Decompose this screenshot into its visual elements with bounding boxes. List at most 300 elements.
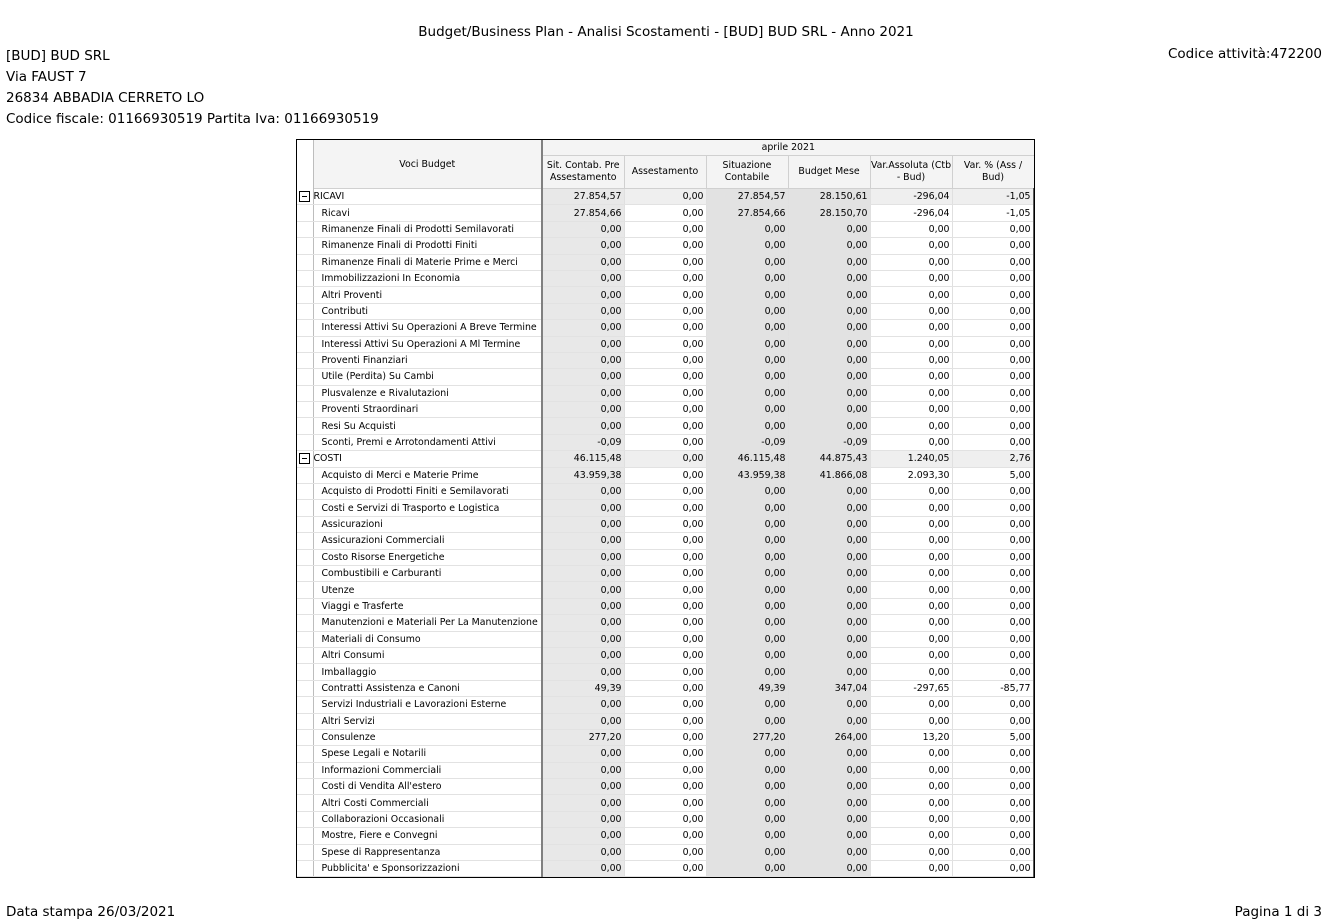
value-cell[interactable]: 0,00 [706,779,788,795]
value-cell[interactable]: 0,00 [706,795,788,811]
value-cell[interactable]: 0,00 [952,516,1034,532]
value-cell[interactable]: 0,00 [952,352,1034,368]
column-header-var-percent[interactable]: Var. % (Ass / Bud) [952,156,1034,189]
value-cell[interactable]: 0,00 [706,713,788,729]
value-cell[interactable]: 0,00 [788,697,870,713]
value-cell[interactable]: 0,00 [952,533,1034,549]
table-row[interactable] [297,664,1034,680]
value-cell[interactable]: 0,00 [706,615,788,631]
value-cell[interactable]: 0,00 [542,369,624,385]
value-cell[interactable]: 0,00 [788,844,870,860]
value-cell[interactable]: 0,00 [624,762,706,778]
value-cell[interactable]: 0,00 [952,221,1034,237]
value-cell[interactable]: -296,04 [870,205,952,221]
value-cell[interactable]: 0,00 [788,762,870,778]
table-row[interactable] [297,762,1034,778]
value-cell[interactable]: 0,00 [706,598,788,614]
value-cell[interactable]: -0,09 [542,434,624,450]
value-cell[interactable]: 0,00 [624,516,706,532]
value-cell[interactable]: 0,00 [624,811,706,827]
value-cell[interactable]: 0,00 [870,549,952,565]
table-row[interactable] [297,484,1034,500]
value-cell[interactable]: 0,00 [952,549,1034,565]
value-cell[interactable]: 0,00 [542,336,624,352]
table-row[interactable] [297,500,1034,516]
value-cell[interactable]: 0,00 [870,861,952,877]
value-cell[interactable]: 0,00 [870,779,952,795]
value-cell[interactable]: 0,00 [870,270,952,286]
value-cell[interactable]: 0,00 [788,221,870,237]
table-row[interactable] [297,647,1034,663]
value-cell[interactable]: 0,00 [542,385,624,401]
value-cell[interactable]: 0,00 [952,615,1034,631]
value-cell[interactable]: 0,00 [788,385,870,401]
table-row[interactable] [297,779,1034,795]
value-cell[interactable]: 0,00 [706,664,788,680]
table-row[interactable] [297,615,1034,631]
value-cell[interactable]: 0,00 [870,844,952,860]
value-cell[interactable]: 0,00 [788,861,870,877]
value-cell[interactable]: 0,00 [542,565,624,581]
value-cell[interactable]: 0,00 [870,303,952,319]
value-cell[interactable]: 0,00 [624,844,706,860]
value-cell[interactable]: 0,00 [788,533,870,549]
value-cell[interactable]: 0,00 [706,418,788,434]
value-cell[interactable]: 0,00 [624,565,706,581]
table-row[interactable] [297,565,1034,581]
value-cell[interactable]: 0,00 [788,418,870,434]
table-row[interactable] [297,844,1034,860]
value-cell[interactable]: 0,00 [542,500,624,516]
value-cell[interactable]: 0,00 [706,533,788,549]
value-cell[interactable]: 0,00 [624,779,706,795]
value-cell[interactable]: 0,00 [542,779,624,795]
value-cell[interactable]: 0,00 [624,549,706,565]
value-cell[interactable]: 0,00 [952,631,1034,647]
value-cell[interactable]: 46.115,48 [542,451,624,467]
collapse-toggle-icon[interactable] [299,191,310,202]
table-row[interactable] [297,598,1034,614]
value-cell[interactable]: 0,00 [542,762,624,778]
value-cell[interactable]: 0,00 [788,746,870,762]
value-cell[interactable]: 0,00 [542,598,624,614]
value-cell[interactable]: 0,00 [542,631,624,647]
value-cell[interactable]: 0,00 [952,369,1034,385]
value-cell[interactable]: 0,00 [706,303,788,319]
value-cell[interactable]: 0,00 [542,402,624,418]
value-cell[interactable]: 0,00 [624,352,706,368]
value-cell[interactable]: 0,00 [542,811,624,827]
value-cell[interactable]: 0,00 [870,352,952,368]
value-cell[interactable]: 0,00 [952,484,1034,500]
value-cell[interactable]: 0,00 [542,746,624,762]
group-row[interactable] [297,189,1034,205]
value-cell[interactable]: 0,00 [624,631,706,647]
value-cell[interactable]: 46.115,48 [706,451,788,467]
value-cell[interactable]: 0,00 [706,762,788,778]
value-cell[interactable]: 0,00 [870,385,952,401]
value-cell[interactable]: 0,00 [706,336,788,352]
value-cell[interactable]: 0,00 [706,565,788,581]
value-cell[interactable]: 0,00 [788,615,870,631]
value-cell[interactable]: 0,00 [706,811,788,827]
value-cell[interactable]: 0,00 [788,352,870,368]
value-cell[interactable]: 0,00 [706,270,788,286]
value-cell[interactable]: 5,00 [952,729,1034,745]
table-row[interactable] [297,369,1034,385]
value-cell[interactable]: 0,00 [870,336,952,352]
value-cell[interactable]: 0,00 [624,729,706,745]
value-cell[interactable]: 0,00 [870,516,952,532]
column-header-situazione-contabile[interactable]: Situazione Contabile [706,156,788,189]
value-cell[interactable]: 277,20 [542,729,624,745]
value-cell[interactable]: 0,00 [952,779,1034,795]
value-cell[interactable]: 0,00 [788,516,870,532]
value-cell[interactable]: 0,00 [870,287,952,303]
value-cell[interactable]: 0,00 [870,598,952,614]
value-cell[interactable]: 0,00 [870,713,952,729]
value-cell[interactable]: 0,00 [788,582,870,598]
value-cell[interactable]: 0,00 [624,369,706,385]
value-cell[interactable]: 0,00 [542,270,624,286]
value-cell[interactable]: 0,00 [870,795,952,811]
table-row[interactable] [297,697,1034,713]
table-row[interactable] [297,795,1034,811]
value-cell[interactable]: 43.959,38 [542,467,624,483]
table-row[interactable] [297,320,1034,336]
value-cell[interactable]: -85,77 [952,680,1034,696]
value-cell[interactable]: 0,00 [870,697,952,713]
value-cell[interactable]: 0,00 [542,828,624,844]
value-cell[interactable]: 0,00 [624,320,706,336]
value-cell[interactable]: 0,00 [870,238,952,254]
value-cell[interactable]: 0,00 [952,565,1034,581]
value-cell[interactable]: 0,00 [952,647,1034,663]
value-cell[interactable]: 0,00 [870,811,952,827]
value-cell[interactable]: 0,00 [542,238,624,254]
value-cell[interactable]: 0,00 [870,828,952,844]
value-cell[interactable]: 0,00 [870,402,952,418]
value-cell[interactable]: 0,00 [870,615,952,631]
value-cell[interactable]: 0,00 [870,533,952,549]
value-cell[interactable]: 0,00 [870,369,952,385]
value-cell[interactable]: 0,00 [624,680,706,696]
value-cell[interactable]: 0,00 [624,238,706,254]
value-cell[interactable]: 0,00 [542,320,624,336]
table-row[interactable] [297,467,1034,483]
table-row[interactable] [297,352,1034,368]
value-cell[interactable]: 0,00 [624,270,706,286]
value-cell[interactable]: 0,00 [788,500,870,516]
value-cell[interactable]: 0,00 [542,221,624,237]
value-cell[interactable]: 0,00 [952,500,1034,516]
value-cell[interactable]: 0,00 [788,565,870,581]
value-cell[interactable]: 0,00 [624,336,706,352]
value-cell[interactable]: 28.150,70 [788,205,870,221]
column-header-var-assoluta[interactable]: Var.Assoluta (Ctb - Bud) [870,156,952,189]
value-cell[interactable]: 0,00 [624,287,706,303]
value-cell[interactable]: 1.240,05 [870,451,952,467]
value-cell[interactable]: 0,00 [624,598,706,614]
value-cell[interactable]: 0,00 [870,631,952,647]
value-cell[interactable]: 0,00 [542,254,624,270]
value-cell[interactable]: 0,00 [624,402,706,418]
value-cell[interactable]: 0,00 [706,385,788,401]
value-cell[interactable]: 5,00 [952,467,1034,483]
value-cell[interactable]: 0,00 [542,484,624,500]
value-cell[interactable]: 0,00 [788,484,870,500]
value-cell[interactable]: 0,00 [952,811,1034,827]
value-cell[interactable]: 0,00 [542,418,624,434]
value-cell[interactable]: 0,00 [706,549,788,565]
value-cell[interactable]: 0,00 [870,582,952,598]
value-cell[interactable]: 0,00 [952,418,1034,434]
value-cell[interactable]: 0,00 [706,254,788,270]
value-cell[interactable]: 0,00 [624,467,706,483]
value-cell[interactable]: 0,00 [706,320,788,336]
value-cell[interactable]: 13,20 [870,729,952,745]
value-cell[interactable]: 347,04 [788,680,870,696]
value-cell[interactable]: 2,76 [952,451,1034,467]
value-cell[interactable]: 0,00 [788,664,870,680]
value-cell[interactable]: 28.150,61 [788,189,870,205]
value-cell[interactable]: 0,00 [706,369,788,385]
value-cell[interactable]: 0,00 [542,697,624,713]
value-cell[interactable]: 0,00 [624,451,706,467]
value-cell[interactable]: 0,00 [788,320,870,336]
table-row[interactable] [297,811,1034,827]
value-cell[interactable]: 0,00 [788,811,870,827]
table-row[interactable] [297,221,1034,237]
value-cell[interactable]: 49,39 [706,680,788,696]
value-cell[interactable]: 0,00 [870,221,952,237]
value-cell[interactable]: 0,00 [624,418,706,434]
value-cell[interactable]: 0,00 [788,303,870,319]
value-cell[interactable]: 0,00 [952,254,1034,270]
value-cell[interactable]: 0,00 [624,746,706,762]
value-cell[interactable]: 0,00 [952,861,1034,877]
value-cell[interactable]: 0,00 [952,697,1034,713]
value-cell[interactable]: 0,00 [788,287,870,303]
value-cell[interactable]: 277,20 [706,729,788,745]
value-cell[interactable]: 0,00 [706,516,788,532]
table-row[interactable] [297,582,1034,598]
value-cell[interactable]: 0,00 [788,402,870,418]
value-cell[interactable]: 0,00 [788,631,870,647]
table-row[interactable] [297,713,1034,729]
table-row[interactable] [297,402,1034,418]
value-cell[interactable]: 0,00 [542,713,624,729]
value-cell[interactable]: 0,00 [788,795,870,811]
value-cell[interactable]: 0,00 [624,647,706,663]
value-cell[interactable]: -297,65 [870,680,952,696]
table-row[interactable] [297,336,1034,352]
value-cell[interactable]: 0,00 [624,533,706,549]
value-cell[interactable]: 0,00 [788,336,870,352]
value-cell[interactable]: 0,00 [706,221,788,237]
value-cell[interactable]: 0,00 [706,484,788,500]
table-row[interactable] [297,533,1034,549]
value-cell[interactable]: 0,00 [788,369,870,385]
value-cell[interactable]: 27.854,57 [542,189,624,205]
value-cell[interactable]: 0,00 [952,762,1034,778]
value-cell[interactable]: 0,00 [870,484,952,500]
value-cell[interactable]: 0,00 [624,664,706,680]
value-cell[interactable]: 27.854,57 [706,189,788,205]
value-cell[interactable]: 0,00 [706,500,788,516]
value-cell[interactable]: 0,00 [952,336,1034,352]
value-cell[interactable]: 0,00 [788,598,870,614]
value-cell[interactable]: 0,00 [788,238,870,254]
group-row[interactable] [297,451,1034,467]
column-header-budget-mese[interactable]: Budget Mese [788,156,870,189]
value-cell[interactable]: 0,00 [706,828,788,844]
value-cell[interactable]: -0,09 [706,434,788,450]
value-cell[interactable]: 0,00 [624,303,706,319]
value-cell[interactable]: 0,00 [788,549,870,565]
value-cell[interactable]: 0,00 [952,582,1034,598]
table-row[interactable] [297,418,1034,434]
value-cell[interactable]: 0,00 [542,582,624,598]
table-row[interactable] [297,746,1034,762]
value-cell[interactable]: 0,00 [542,533,624,549]
table-row[interactable] [297,516,1034,532]
value-cell[interactable]: 0,00 [706,746,788,762]
table-row[interactable] [297,729,1034,745]
column-header-assestamento[interactable]: Assestamento [624,156,706,189]
table-row[interactable] [297,549,1034,565]
value-cell[interactable]: 0,00 [542,352,624,368]
value-cell[interactable]: 0,00 [952,795,1034,811]
value-cell[interactable]: 27.854,66 [542,205,624,221]
value-cell[interactable]: 0,00 [952,598,1034,614]
value-cell[interactable]: 0,00 [788,713,870,729]
value-cell[interactable]: 0,00 [706,844,788,860]
table-row[interactable] [297,631,1034,647]
value-cell[interactable]: 0,00 [542,287,624,303]
value-cell[interactable]: 0,00 [788,254,870,270]
value-cell[interactable]: 0,00 [624,254,706,270]
column-header-sit-contab-pre[interactable]: Sit. Contab. Pre Assestamento [542,156,624,189]
value-cell[interactable]: -1,05 [952,189,1034,205]
value-cell[interactable]: 0,00 [542,664,624,680]
value-cell[interactable]: 0,00 [870,418,952,434]
value-cell[interactable]: 0,00 [952,320,1034,336]
value-cell[interactable]: 0,00 [870,254,952,270]
value-cell[interactable]: 0,00 [624,713,706,729]
value-cell[interactable]: 0,00 [870,647,952,663]
value-cell[interactable]: 0,00 [542,795,624,811]
value-cell[interactable]: 0,00 [706,582,788,598]
value-cell[interactable]: 0,00 [624,828,706,844]
value-cell[interactable]: 27.854,66 [706,205,788,221]
value-cell[interactable]: 0,00 [706,402,788,418]
value-cell[interactable]: -1,05 [952,205,1034,221]
value-cell[interactable]: 0,00 [624,582,706,598]
value-cell[interactable]: 0,00 [542,844,624,860]
table-row[interactable] [297,680,1034,696]
value-cell[interactable]: 0,00 [952,844,1034,860]
table-row[interactable] [297,828,1034,844]
value-cell[interactable]: 0,00 [952,746,1034,762]
value-cell[interactable]: 43.959,38 [706,467,788,483]
value-cell[interactable]: 0,00 [952,402,1034,418]
value-cell[interactable]: 0,00 [952,828,1034,844]
value-cell[interactable]: 0,00 [788,779,870,795]
value-cell[interactable]: 0,00 [870,762,952,778]
value-cell[interactable]: 0,00 [542,647,624,663]
value-cell[interactable]: 49,39 [542,680,624,696]
column-header-voci-budget[interactable]: Voci Budget [313,140,542,189]
value-cell[interactable]: 0,00 [952,270,1034,286]
budget-grid[interactable] [296,139,1035,878]
value-cell[interactable]: 0,00 [624,795,706,811]
value-cell[interactable]: 0,00 [542,303,624,319]
value-cell[interactable]: 0,00 [870,500,952,516]
table-row[interactable] [297,861,1034,877]
value-cell[interactable]: 0,00 [624,697,706,713]
value-cell[interactable]: 0,00 [788,270,870,286]
value-cell[interactable]: 44.875,43 [788,451,870,467]
value-cell[interactable]: 0,00 [952,713,1034,729]
value-cell[interactable]: 0,00 [624,861,706,877]
value-cell[interactable]: 0,00 [788,828,870,844]
value-cell[interactable]: 0,00 [542,615,624,631]
value-cell[interactable]: 264,00 [788,729,870,745]
table-row[interactable] [297,434,1034,450]
value-cell[interactable]: 0,00 [624,189,706,205]
value-cell[interactable]: 0,00 [870,565,952,581]
value-cell[interactable]: 0,00 [788,647,870,663]
value-cell[interactable]: 0,00 [952,385,1034,401]
value-cell[interactable]: 0,00 [542,861,624,877]
value-cell[interactable]: 0,00 [706,631,788,647]
value-cell[interactable]: 0,00 [706,352,788,368]
value-cell[interactable]: 0,00 [624,221,706,237]
value-cell[interactable]: 0,00 [870,434,952,450]
value-cell[interactable]: -0,09 [788,434,870,450]
collapse-toggle-icon[interactable] [299,453,310,464]
value-cell[interactable]: 0,00 [624,205,706,221]
value-cell[interactable]: 0,00 [624,615,706,631]
value-cell[interactable]: 0,00 [624,484,706,500]
value-cell[interactable]: 0,00 [952,238,1034,254]
table-row[interactable] [297,238,1034,254]
value-cell[interactable]: 0,00 [952,287,1034,303]
value-cell[interactable]: 0,00 [624,385,706,401]
value-cell[interactable]: 0,00 [706,287,788,303]
value-cell[interactable]: 0,00 [706,861,788,877]
value-cell[interactable]: 0,00 [952,434,1034,450]
value-cell[interactable]: 41.866,08 [788,467,870,483]
table-row[interactable] [297,303,1034,319]
table-row[interactable] [297,287,1034,303]
table-row[interactable] [297,385,1034,401]
value-cell[interactable]: 0,00 [624,500,706,516]
value-cell[interactable]: -296,04 [870,189,952,205]
value-cell[interactable]: 0,00 [870,320,952,336]
value-cell[interactable]: 2.093,30 [870,467,952,483]
value-cell[interactable]: 0,00 [542,516,624,532]
value-cell[interactable]: 0,00 [870,664,952,680]
table-row[interactable] [297,254,1034,270]
value-cell[interactable]: 0,00 [706,697,788,713]
value-cell[interactable]: 0,00 [952,303,1034,319]
value-cell[interactable]: 0,00 [952,664,1034,680]
value-cell[interactable]: 0,00 [870,746,952,762]
table-row[interactable] [297,205,1034,221]
value-cell[interactable]: 0,00 [706,238,788,254]
